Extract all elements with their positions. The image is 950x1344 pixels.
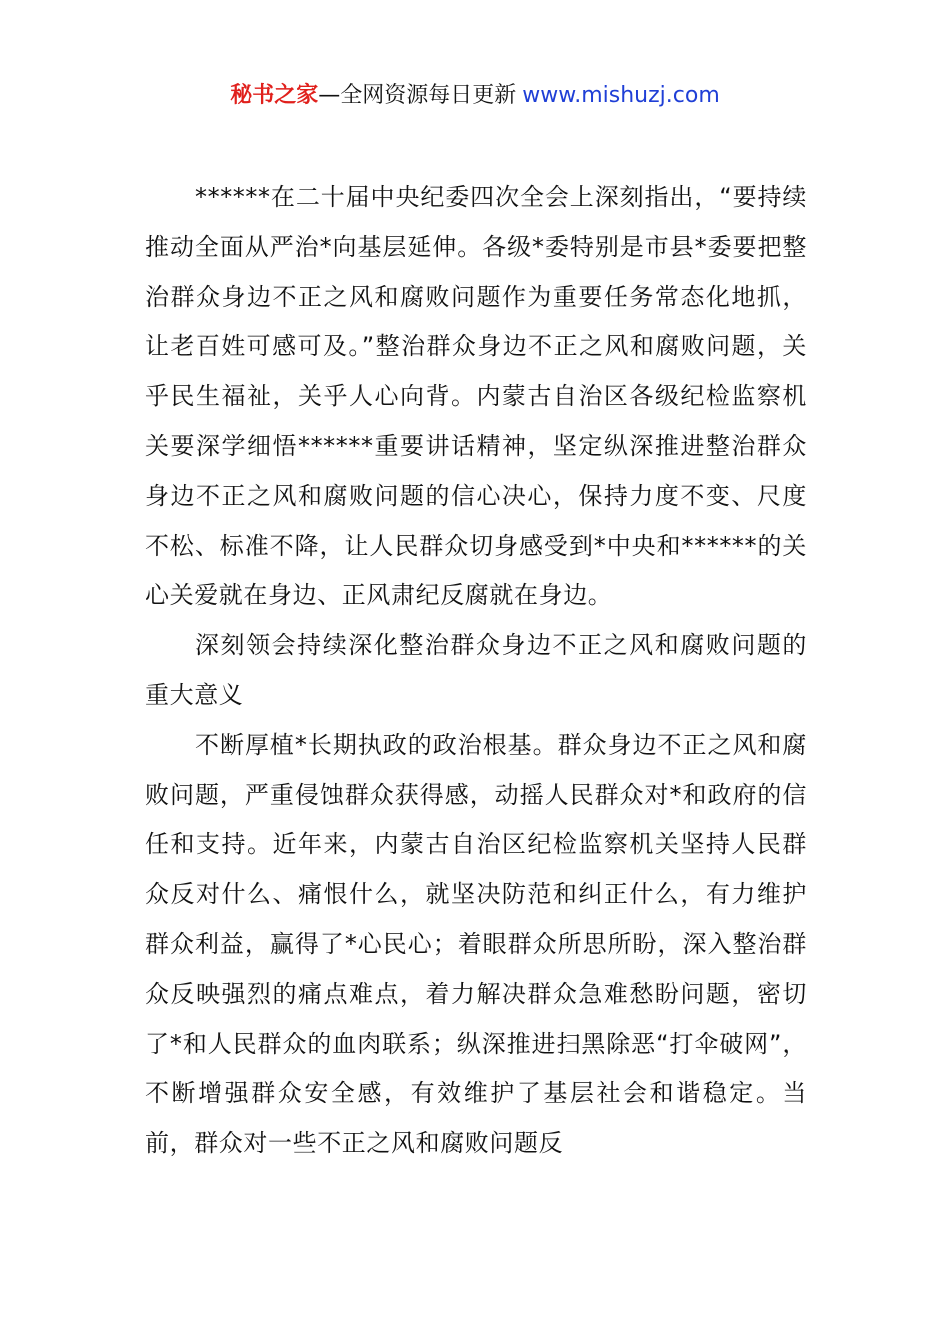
site-url-link[interactable]: www.mishuzj.com <box>522 83 720 108</box>
article-body <box>145 173 807 1169</box>
paragraph-intro: ******在二十届中央纪委四次全会上深刻指出，“要持续推动全面从严治*向基层延伸。各级*委特别是市县*委要把整治群众身边不正之风和腐败问题作为重要任务常态化地抓，让老百姓可感可及。”整治群众身边不正之风和腐败问题，关乎民生福祉，关乎人心向背。内蒙古自治区各级纪检监察机关要深学细悟******重要讲话精神，坚定纵深推进整治群众身边不正之风和腐败问题的信心决心，保持力度不变、尺度不松、标准不降，让人民群众切身感受到*中央和******的关心关爱就在身边、正风肃纪反腐就在身边。 <box>145 183 807 610</box>
header-tagline: —全网资源每日更新 <box>318 83 517 108</box>
paragraph-significance: 不断厚植*长期执政的政治根基。群众身边不正之风和腐败问题，严重侵蚀群众获得感，动摇人民群众对*和政府的信任和支持。近年来，内蒙古自治区纪检监察机关坚持人民群众反对什么、痛恨什么，就坚决防范和纠正什么，有力维护群众利益，赢得了*心民心；着眼群众所思所盼，深入整治群众反映强烈的痛点难点，着力解决群众急难愁盼问题，密切了*和人民群众的血肉联系；纵深推进扫黑除恶“打伞破网”，不断增强群众安全感，有效维护了基层社会和谐稳定。当前，群众对一些不正之风和腐败问题反 <box>145 730 807 1158</box>
brand-name: 秘书之家 <box>230 83 319 108</box>
page-header <box>0 80 950 112</box>
section-heading: 深刻领会持续深化整治群众身边不正之风和腐败问题的重大意义 <box>145 631 807 709</box>
